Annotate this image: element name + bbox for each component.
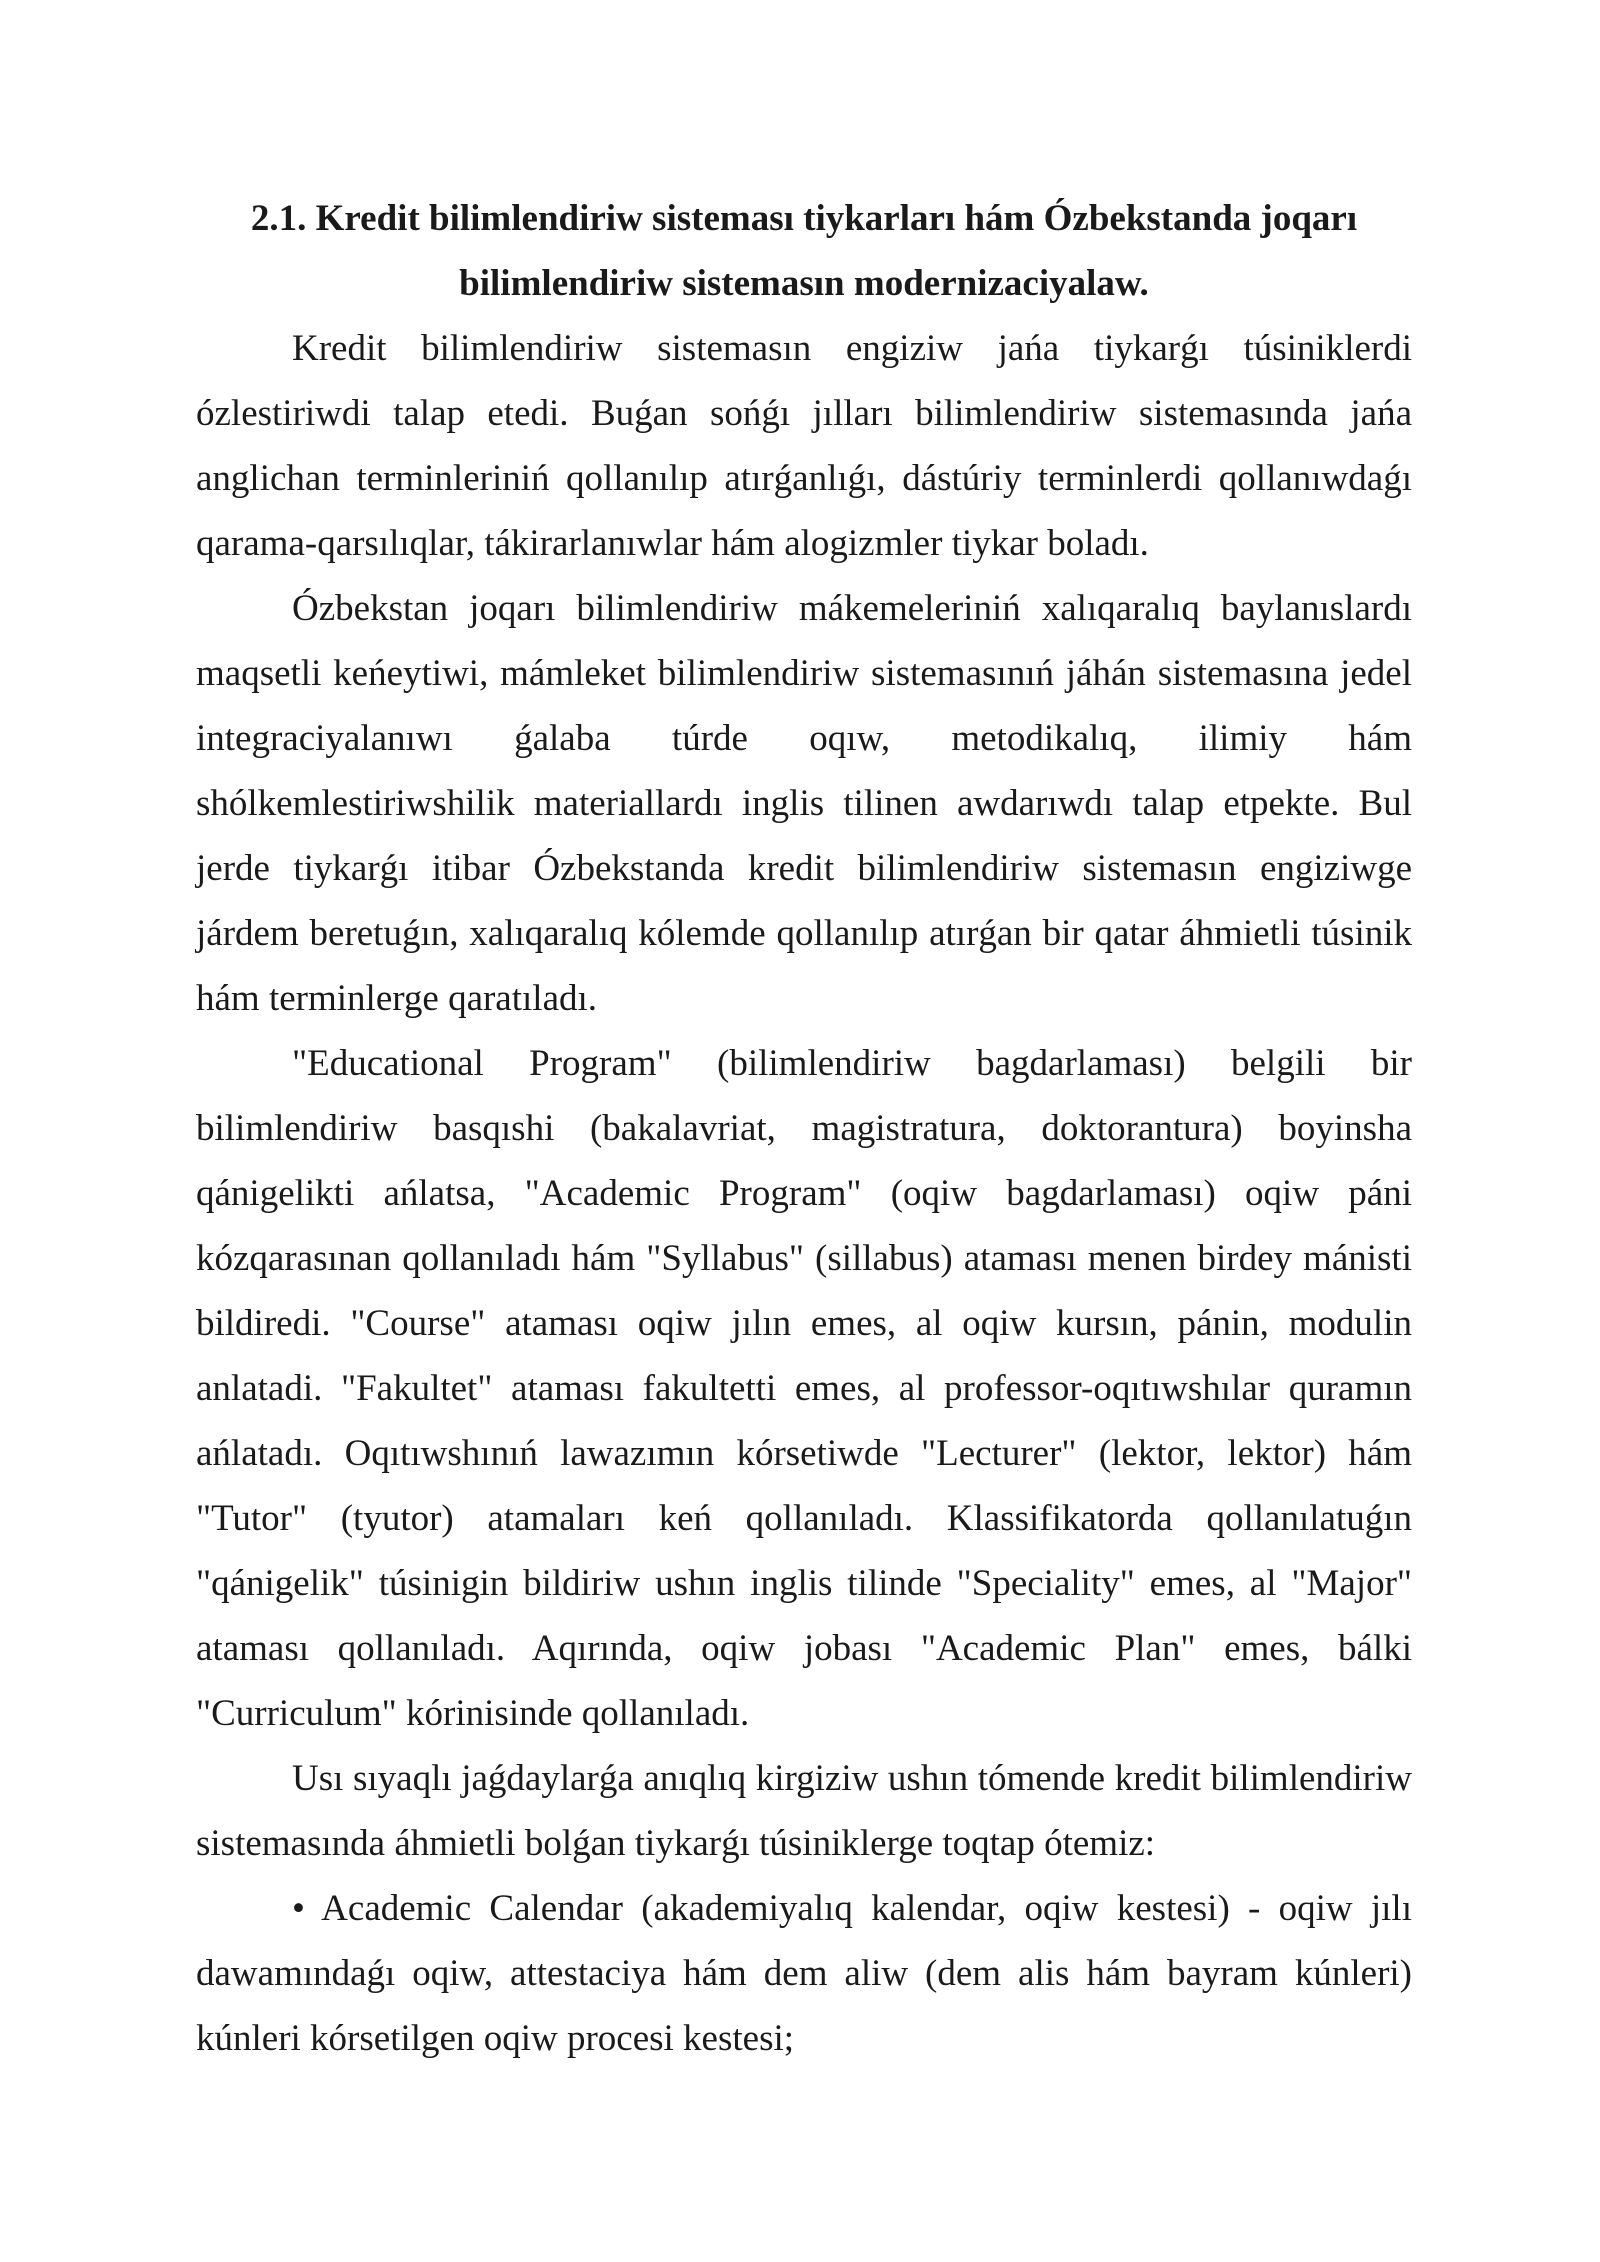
section-heading: 2.1. Kredit bilimlendiriw sisteması tiykarları hám Ózbekstanda joqarı bilimlendiriw sistemasın modernizaciyalaw. (250, 198, 1358, 304)
paragraph-4: Usı sıyaqlı jaǵdaylarǵa anıqlıq kirgiziw ushın tómende kredit bilimlendiriw sistemasında áhmietli bolǵan tiykarǵı túsiniklerge toqtap ótemiz: (196, 1758, 1412, 1864)
paragraph-1: Kredit bilimlendiriw sistemasın engiziw jańa tiykarǵı túsiniklerdi ózlestiriwdi talap etedi. Buǵan sońǵı jılları bilimlendiriw sistemasında jańa anglichan terminleriniń qollanılıp atırǵanlıǵı, dástúriy terminlerdi qollanıwdaǵı qarama-qarsılıqlar, tákirarlanıwlar hám alogizmler tiykar boladı. (196, 328, 1412, 564)
document-page (196, 186, 1412, 2071)
paragraph-3: "Educational Program" (bilimlendiriw bagdarlaması) belgili bir bilimlendiriw basqıshi (bakalavriat, magistratura, doktorantura) boyinsha qánigelikti ańlatsa, "Academic Program" (oqiw bagdarlaması) oqiw páni kózqarasınan qollanıladı hám "Syllabus" (sillabus) ataması menen birdey mánisti bildiredi. "Course" ataması oqiw jılın emes, al oqiw kursın, pánin, modulin anlatadi. "Fakultet" ataması fakultetti emes, al professor-oqıtıwshılar quramın ańlatadı. Oqıtıwshınıń lawazımın kórsetiwde "Lecturer" (lektor, lektor) hám "Tutor" (tyutor) atamaları keń qollanıladı. Klassifikatorda qollanılatuǵın "qánigelik" túsinigin bildiriw ushın inglis tilinde "Speciality" emes, al "Major" ataması qollanıladı. Aqırında, oqiw jobası "Academic Plan" emes, bálki "Curriculum" kórinisinde qollanıladı. (196, 1043, 1412, 1734)
bullet-item-academic-calendar: • Academic Calendar (akademiyalıq kalendar, oqiw kestesi) - oqiw jılı dawamındaǵı oqiw, attestaciya hám dem aliw (dem alis hám bayram kúnleri) kúnleri kórsetilgen oqiw procesi kestesi; (196, 1888, 1412, 2059)
paragraph-2: Ózbekstan joqarı bilimlendiriw mákemeleriniń xalıqaralıq baylanıslardı maqsetli keńeytiwi, mámleket bilimlendiriw sistemasınıń jáhán sistemasına jedel integraciyalanıwı ǵalaba túrde oqıw, metodikalıq, ilimiy hám shólkemlestiriwshilik materiallardı inglis tilinen awdarıwdı talap etpekte. Bul jerde tiykarǵı itibar Ózbekstanda kredit bilimlendiriw sistemasın engiziwge járdem beretuǵın, xalıqaralıq kólemde qollanılıp atırǵan bir qatar áhmietli túsinik hám terminlerge qaratıladı. (196, 588, 1412, 1019)
